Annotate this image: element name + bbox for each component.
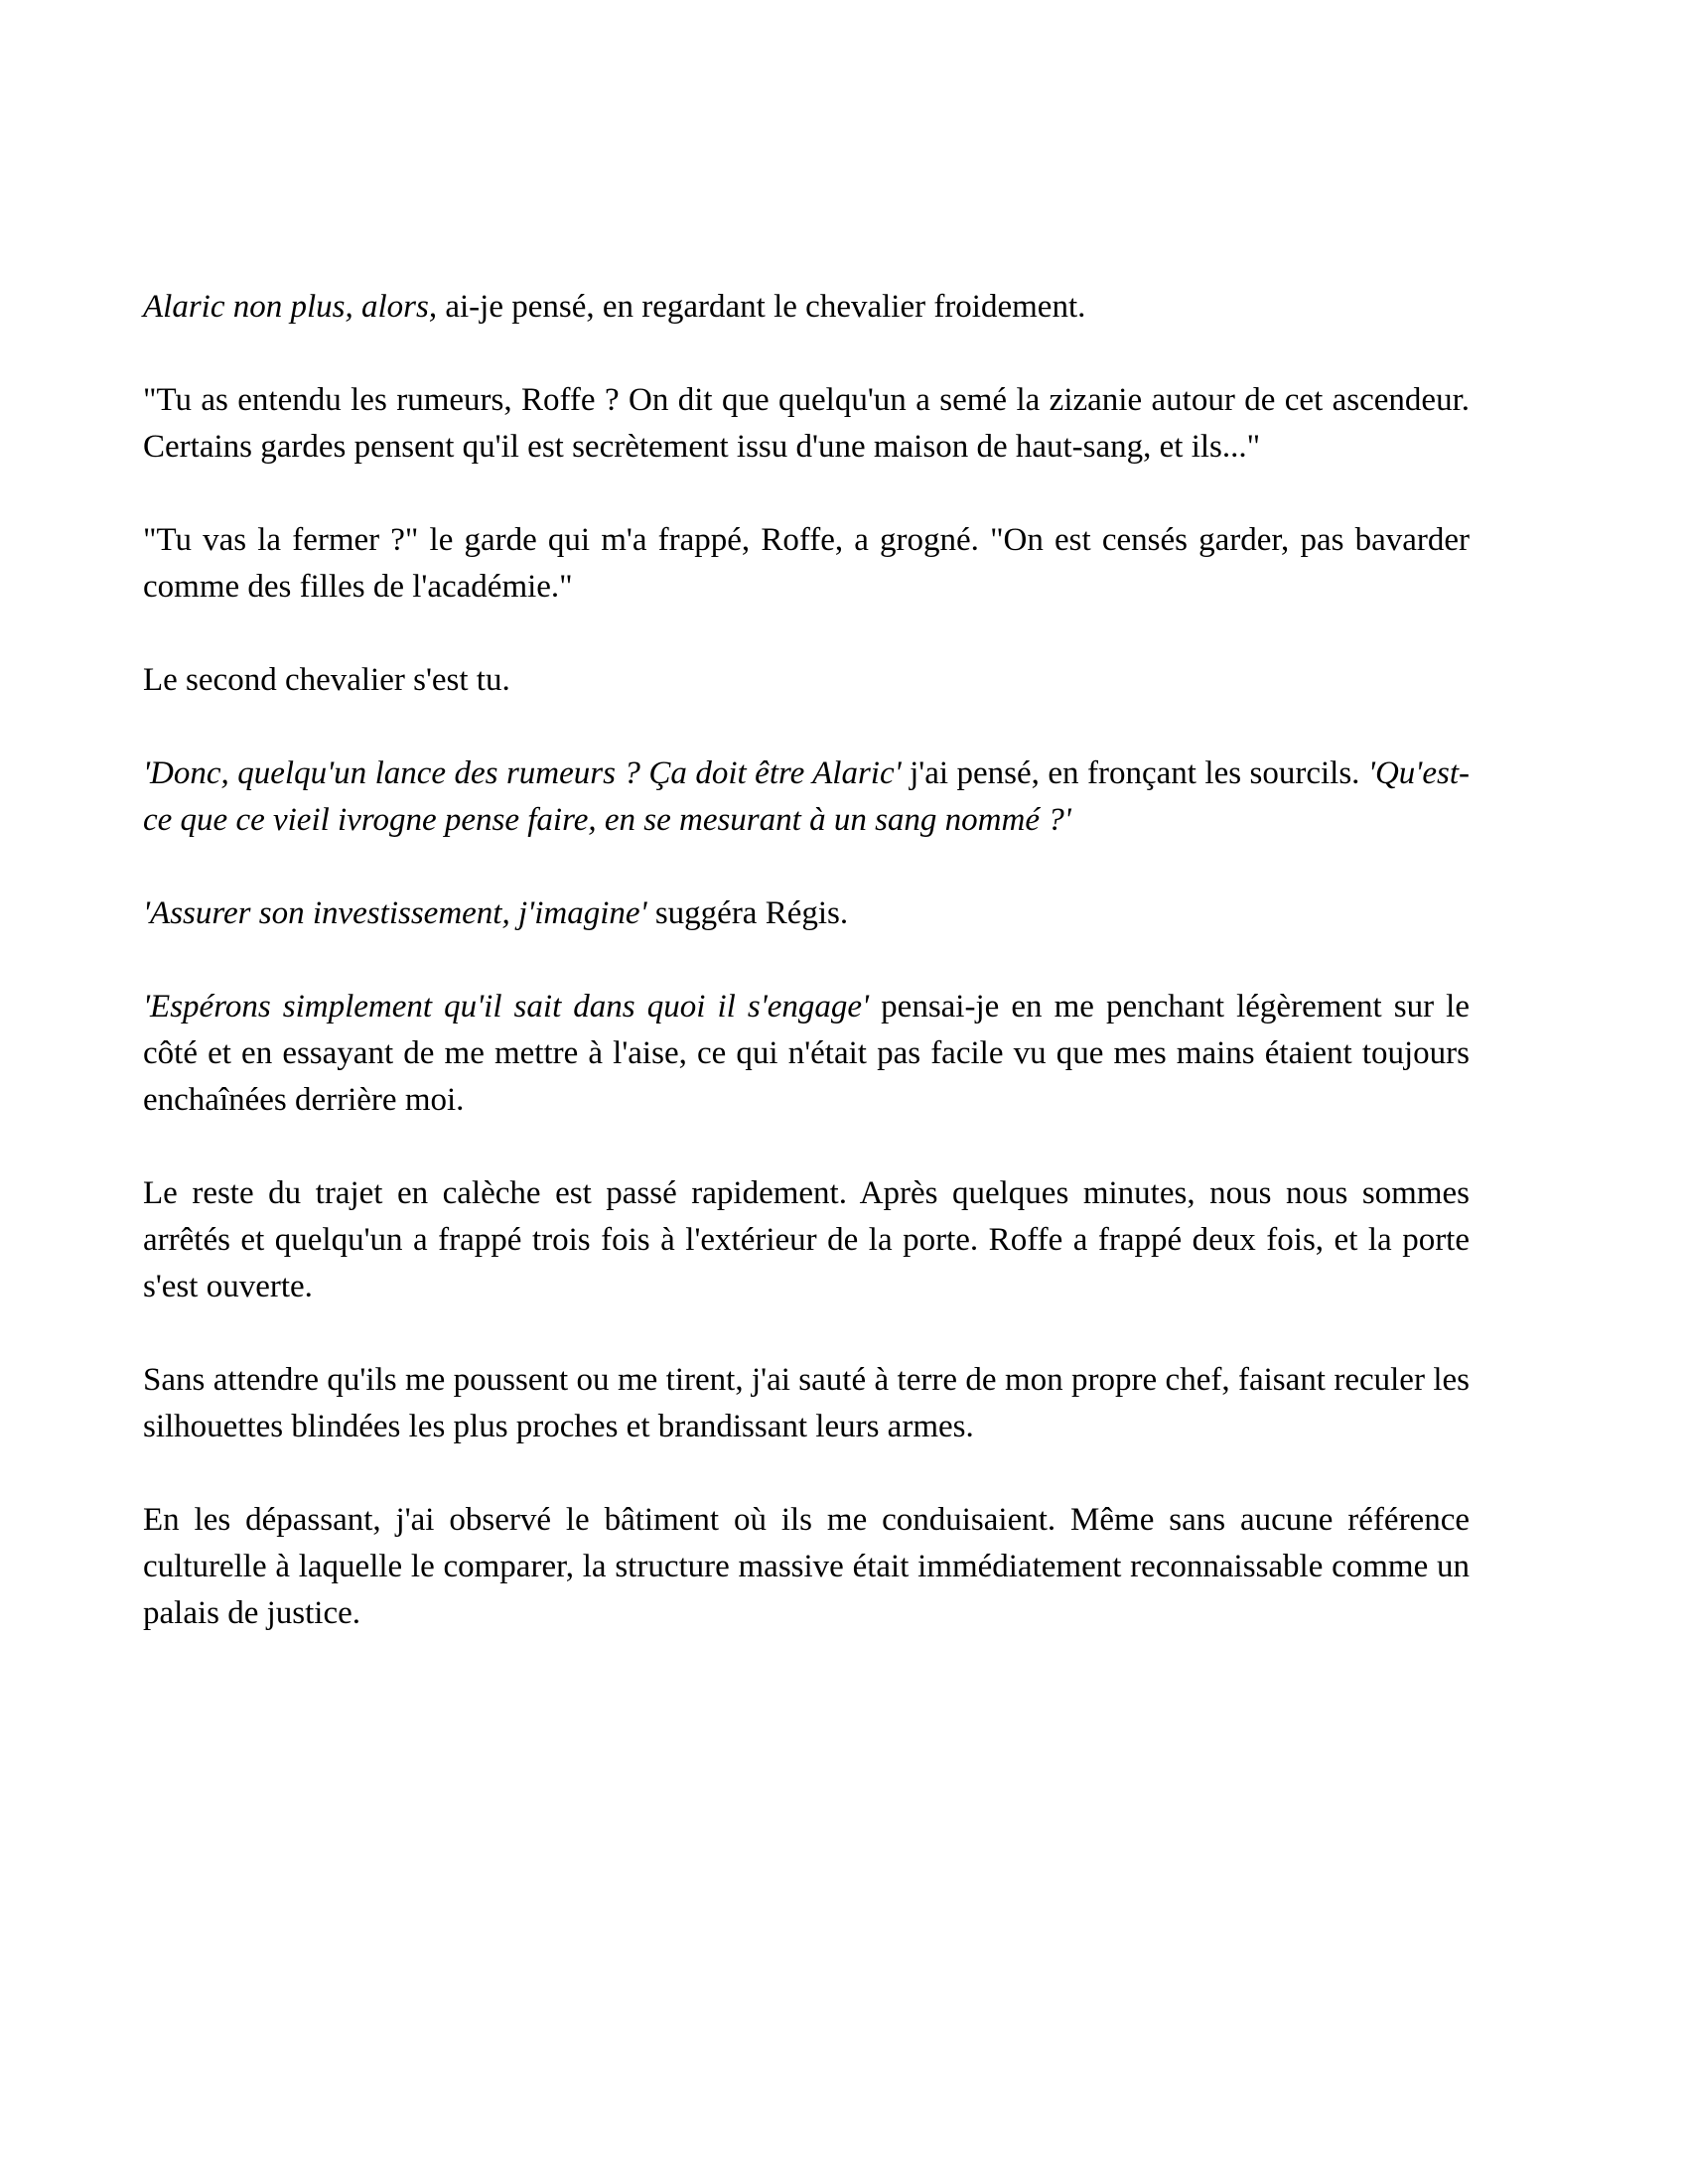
text-run-normal: pensai-je en me penchant légèrement sur le côté et en essayant de me mettre à l'aise, ce qui n'était pas facile vu que mes mains étaient toujours enchaînées derrière moi. xyxy=(143,989,1470,1118)
text-run-italic: 'Donc, quelqu'un lance des rumeurs ? Ça doit être Alaric' xyxy=(143,755,902,791)
text-run-italic: Alaric non plus, alors, xyxy=(143,289,438,325)
text-run-normal: "Tu vas la fermer ?" le garde qui m'a frappé, Roffe, a grogné. "On est censés garder, pas bavarder comme des filles de l'académie." xyxy=(143,522,1470,605)
text-run-normal: Le second chevalier s'est tu. xyxy=(143,662,510,698)
text-run-italic: 'Qu'est-ce que ce vieil ivrogne pense faire, en se mesurant à un sang nommé ?' xyxy=(143,755,1470,838)
paragraph xyxy=(143,657,1470,704)
text-run-normal: Sans attendre qu'ils me poussent ou me tirent, j'ai sauté à terre de mon propre chef, faisant reculer les silhouettes blindées les plus proches et brandissant leurs armes. xyxy=(143,1362,1470,1444)
text-run-normal: suggéra Régis. xyxy=(646,895,849,931)
paragraph xyxy=(143,517,1470,611)
paragraph xyxy=(143,1357,1470,1450)
text-run-italic: 'Espérons simplement qu'il sait dans quoi il s'engage' xyxy=(143,989,870,1024)
page-text xyxy=(143,284,1470,1684)
paragraph xyxy=(143,284,1470,331)
text-run-italic: 'Assurer son investissement, j'imagine' xyxy=(143,895,647,931)
paragraph xyxy=(143,1497,1470,1637)
paragraph xyxy=(143,751,1470,844)
text-run-normal: En les dépassant, j'ai observé le bâtiment où ils me conduisaient. Même sans aucune référence culturelle à laquelle le comparer, la structure massive était immédiatement reconnaissable comme un palais de justice. xyxy=(143,1502,1470,1631)
text-run-normal: "Tu as entendu les rumeurs, Roffe ? On dit que quelqu'un a semé la zizanie autour de cet ascendeur. Certains gardes pensent qu'il est secrètement issu d'une maison de haut-sang, et ils..." xyxy=(143,382,1470,465)
paragraph xyxy=(143,890,1470,937)
text-run-normal: j'ai pensé, en fronçant les sourcils. xyxy=(901,755,1368,791)
paragraph xyxy=(143,377,1470,471)
text-run-normal: Le reste du trajet en calèche est passé rapidement. Après quelques minutes, nous nous sommes arrêtés et quelqu'un a frappé trois fois à l'extérieur de la porte. Roffe a frappé deux fois, et la porte s'est ouverte. xyxy=(143,1175,1470,1304)
text-run-normal: ai-je pensé, en regardant le chevalier froidement. xyxy=(437,289,1086,325)
paragraph xyxy=(143,984,1470,1124)
paragraph xyxy=(143,1170,1470,1310)
